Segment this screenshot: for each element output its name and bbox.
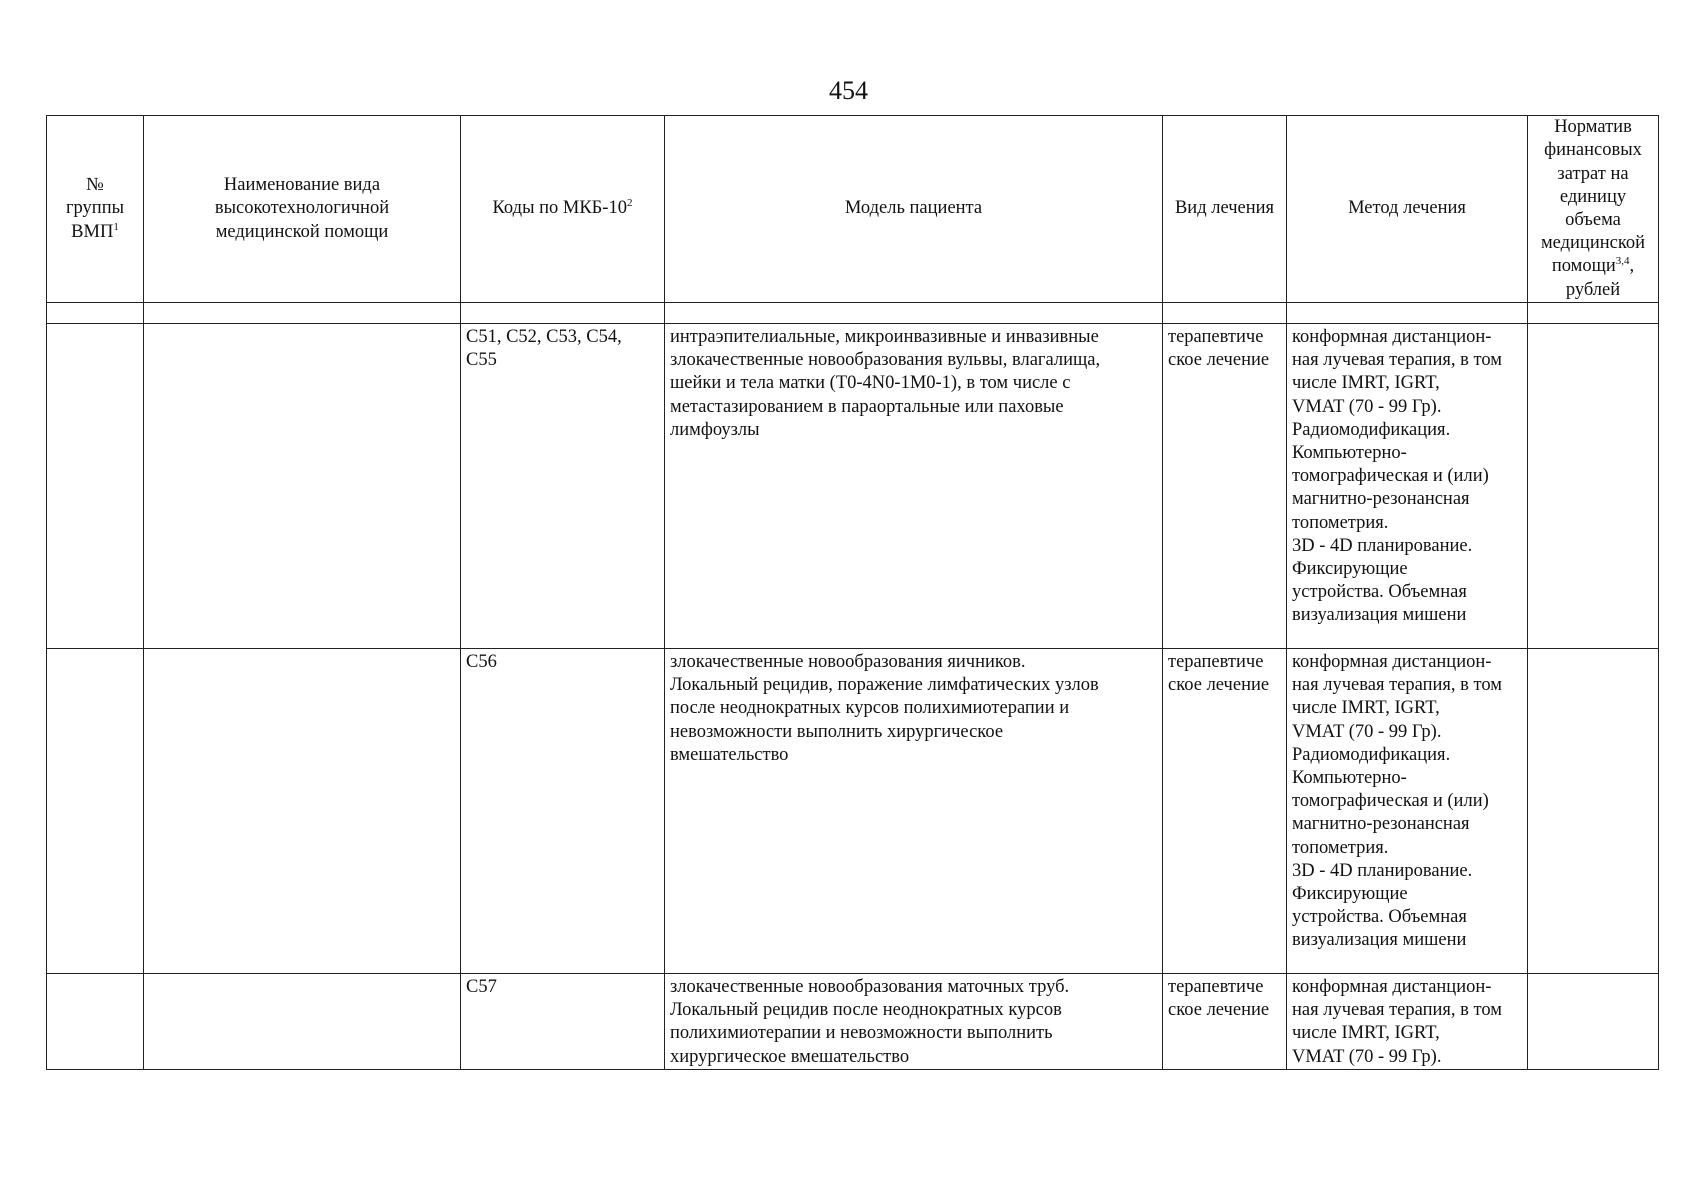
- cell-norm: [1528, 649, 1659, 974]
- spacer-cell: [1163, 303, 1287, 324]
- cell-norm: [1528, 974, 1659, 1070]
- cell-method: конформная дистанцион- ная лучевая терапия, в том числе IMRT, IGRT, VMAT (70 - 99 Гр). Радиомодификация. Компьютерно- томографическая и (или) магнитно-резонансная топометрия. 3D - 4D планирование. Фиксирующие устройства. Объемная визуализация мишени: [1287, 324, 1528, 649]
- cell-method: конформная дистанцион- ная лучевая терапия, в том числе IMRT, IGRT, VMAT (70 - 99 Гр).: [1287, 974, 1528, 1070]
- table-row: [47, 974, 1659, 1070]
- cell-name: [144, 649, 461, 974]
- cell-group-no: [47, 324, 144, 649]
- spacer-cell: [461, 303, 665, 324]
- cell-model: злокачественные новообразования маточных труб. Локальный рецидив после неоднократных курсов полихимиотерапии и невозможности выполнить хирургическое вмешательство: [665, 974, 1163, 1070]
- cell-name: [144, 974, 461, 1070]
- cell-model: интраэпителиальные, микроинвазивные и инвазивные злокачественные новообразования вульвы, влагалища, шейки и тела матки (T0-4N0-1M0-1), в том числе с метастазированием в параортальные или паховые лимфоузлы: [665, 324, 1163, 649]
- vmp-table: [46, 115, 1659, 1070]
- header-name: Наименование вида высокотехнологичной медицинской помощи: [144, 116, 461, 303]
- page-number: 454: [829, 76, 868, 105]
- cell-codes: C57: [461, 974, 665, 1070]
- spacer-cell: [1528, 303, 1659, 324]
- spacer-cell: [47, 303, 144, 324]
- cell-name: [144, 324, 461, 649]
- table-row: [47, 649, 1659, 974]
- cell-method: конформная дистанцион- ная лучевая терапия, в том числе IMRT, IGRT, VMAT (70 - 99 Гр). Радиомодификация. Компьютерно- томографическая и (или) магнитно-резонансная топометрия. 3D - 4D планирование. Фиксирующие устройства. Объемная визуализация мишени: [1287, 649, 1528, 974]
- table-row: [47, 324, 1659, 649]
- cell-treatment-type: терапевтиче ское лечение: [1163, 324, 1287, 649]
- spacer-cell: [144, 303, 461, 324]
- spacer-cell: [1287, 303, 1528, 324]
- cell-codes: C51, C52, C53, C54, C55: [461, 324, 665, 649]
- cell-treatment-type: терапевтиче ское лечение: [1163, 649, 1287, 974]
- header-row: [47, 116, 1659, 303]
- cell-norm: [1528, 324, 1659, 649]
- cell-model: злокачественные новообразования яичников. Локальный рецидив, поражение лимфатических узлов после неоднократных курсов полихимиотерапии и невозможности выполнить хирургическое вмешательство: [665, 649, 1163, 974]
- header-codes: Коды по МКБ-$10^2$: [461, 116, 665, 303]
- header-method: Метод лечения: [1287, 116, 1528, 303]
- header-model: Модель пациента: [665, 116, 1163, 303]
- cell-codes: C56: [461, 649, 665, 974]
- spacer-row: [47, 303, 1659, 324]
- header-norm: Норматив финансовых затрат на единицу объема медицинской помощи$^{3,4}$, рублей: [1528, 116, 1659, 303]
- cell-group-no: [47, 974, 144, 1070]
- header-treatment-type: Вид лечения: [1163, 116, 1287, 303]
- header-group-no: № группы ВМП$^1$: [47, 116, 144, 303]
- cell-group-no: [47, 649, 144, 974]
- cell-treatment-type: терапевтиче ское лечение: [1163, 974, 1287, 1070]
- spacer-cell: [665, 303, 1163, 324]
